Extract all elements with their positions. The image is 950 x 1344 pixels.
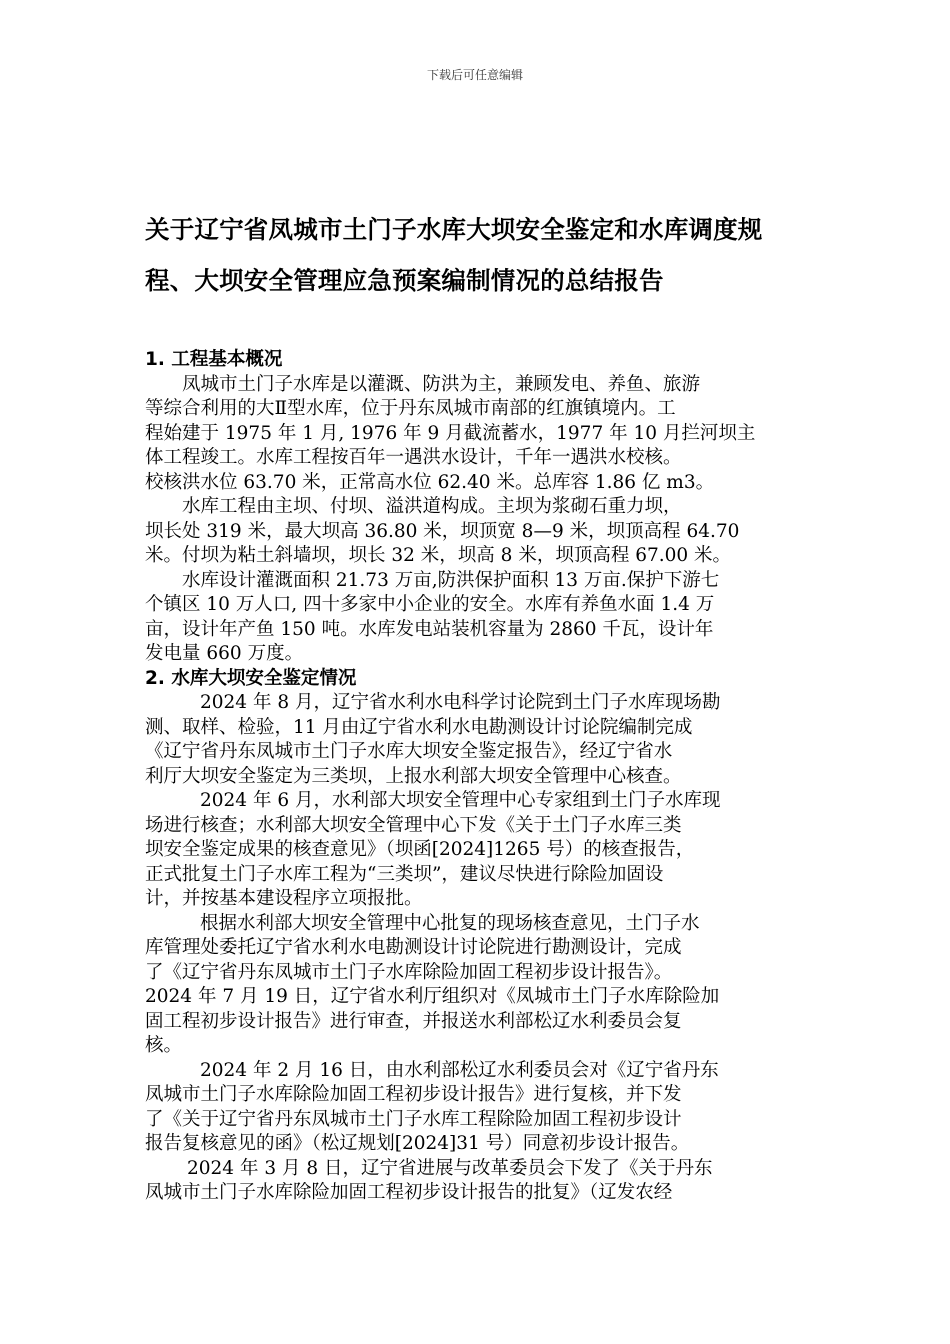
paragraph: [145, 789, 810, 912]
text-line: 程始建于 1975 年 1 月, 1976 年 9 月截流蓄水，1977 年 10 月拦河坝主: [145, 422, 756, 444]
text-line: 《辽宁省丹东凤城市土门子水库大坝安全鉴定报告》，经辽宁省水: [145, 741, 673, 762]
page-header-note: 下载后可任意编辑: [426, 68, 523, 82]
text-line: 2024 年 3 月 8 日，辽宁省进展与改革委员会下发了《关于丹东: [187, 1157, 713, 1179]
text-line: 凤城市土门子水库是以灌溉、防洪为主，兼顾发电、养鱼、旅游: [182, 373, 701, 395]
paragraph: [145, 569, 810, 667]
text-line: 米。付坝为粘土斜墙坝，坝长 32 米，坝高 8 米，坝顶高程 67.00 米。: [145, 545, 732, 566]
text-line: 了《关于辽宁省丹东凤城市土门子水库工程除险加固工程初步设计: [145, 1108, 682, 1130]
text-line: 了《辽宁省丹东凤城市土门子水库除险加固工程初步设计报告》。: [145, 961, 673, 983]
text-line: 凤城市土门子水库除险加固工程初步设计报告的批复》（辽发农经: [145, 1182, 673, 1203]
text-line: 坝长处 319 米，最大坝高 36.80 米，坝顶宽 8—9 米，坝顶高程 64.70: [145, 520, 740, 542]
document-title: [145, 204, 810, 306]
text-line: 核。: [145, 1035, 183, 1056]
text-line: 测、取样、检验，11 月由辽宁省水利水电勘测设计讨论院编制完成: [145, 716, 693, 738]
paragraph: [145, 373, 810, 496]
text-line: 正式批复土门子水库工程为“三类坝”，建议尽快进行除险加固设: [145, 863, 664, 885]
text-line: 2024 年 7 月 19 日，辽宁省水利厅组织对《凤城市土门子水库除险加: [145, 986, 720, 1007]
text-line: 利厅大坝安全鉴定为三类坝，上报水利部大坝安全管理中心核查。: [145, 765, 682, 787]
document-body: [145, 348, 810, 1206]
text-line: 2024 年 2 月 16 日，由水利部松辽水利委员会对《辽宁省丹东: [200, 1059, 719, 1081]
text-line: 亩，设计年产鱼 150 吨。水库发电站装机容量为 2860 千瓦，设计年: [145, 618, 714, 640]
paragraph: [145, 1157, 810, 1206]
text-line: 校核洪水位 63.70 米，正常高水位 62.40 米。总库容 1.86 亿 m3。: [145, 471, 715, 493]
title-line: 程、大坝安全管理应急预案编制情况的总结报告: [145, 266, 664, 295]
title-line: 关于辽宁省凤城市土门子水库大坝安全鉴定和水库调度规: [145, 215, 763, 244]
text-line: 水库设计灌溉面积 21.73 万亩,防洪保护面积 13 万亩.保护下游七: [182, 569, 720, 591]
text-line: 坝安全鉴定成果的核查意见》（坝函[2024]1265 号）的核查报告，: [145, 839, 695, 860]
text-line: 2024 年 8 月，辽宁省水利水电科学讨论院到土门子水库现场勘: [200, 692, 721, 713]
text-line: 发电量 660 万度。: [145, 643, 304, 664]
text-line: 固工程初步设计报告》进行审查，并报送水利部松辽水利委员会复: [145, 1010, 682, 1032]
text-line: 场进行核查；水利部大坝安全管理中心下发《关于土门子水库三类: [145, 814, 682, 836]
text-line: 凤城市土门子水库除险加固工程初步设计报告》进行复核，并下发: [145, 1084, 682, 1105]
text-line: 库管理处委托辽宁省水利水电勘测设计讨论院进行勘测设计，完成: [145, 937, 682, 958]
text-line: 水库工程由主坝、付坝、溢洪道构成。主坝为浆砌石重力坝，: [182, 496, 682, 517]
text-line: 体工程竣工。水库工程按百年一遇洪水设计，千年一遇洪水校核。: [145, 447, 682, 468]
paragraph: [145, 912, 810, 1059]
text-line: 个镇区 10 万人口, 四十多家中小企业的安全。水库有养鱼水面 1.4 万: [145, 594, 715, 615]
text-line: 等综合利用的大Ⅱ型水库，位于丹东凤城市南部的红旗镇境内。工: [145, 398, 676, 419]
text-line: 计，并按基本建设程序立项报批。: [145, 888, 423, 909]
text-line: 根据水利部大坝安全管理中心批复的现场核查意见，土门子水: [200, 912, 700, 934]
text-line: 报告复核意见的函》（松辽规划[2024]31 号）同意初步设计报告。: [145, 1133, 690, 1154]
section-heading: 2. 水库大坝安全鉴定情况: [145, 667, 357, 689]
paragraph: [145, 495, 810, 569]
paragraph: [145, 1059, 810, 1157]
section-heading: 1. 工程基本概况: [145, 349, 283, 370]
paragraph: [145, 691, 810, 789]
text-line: 2024 年 6 月，水利部大坝安全管理中心专家组到土门子水库现: [200, 790, 721, 811]
